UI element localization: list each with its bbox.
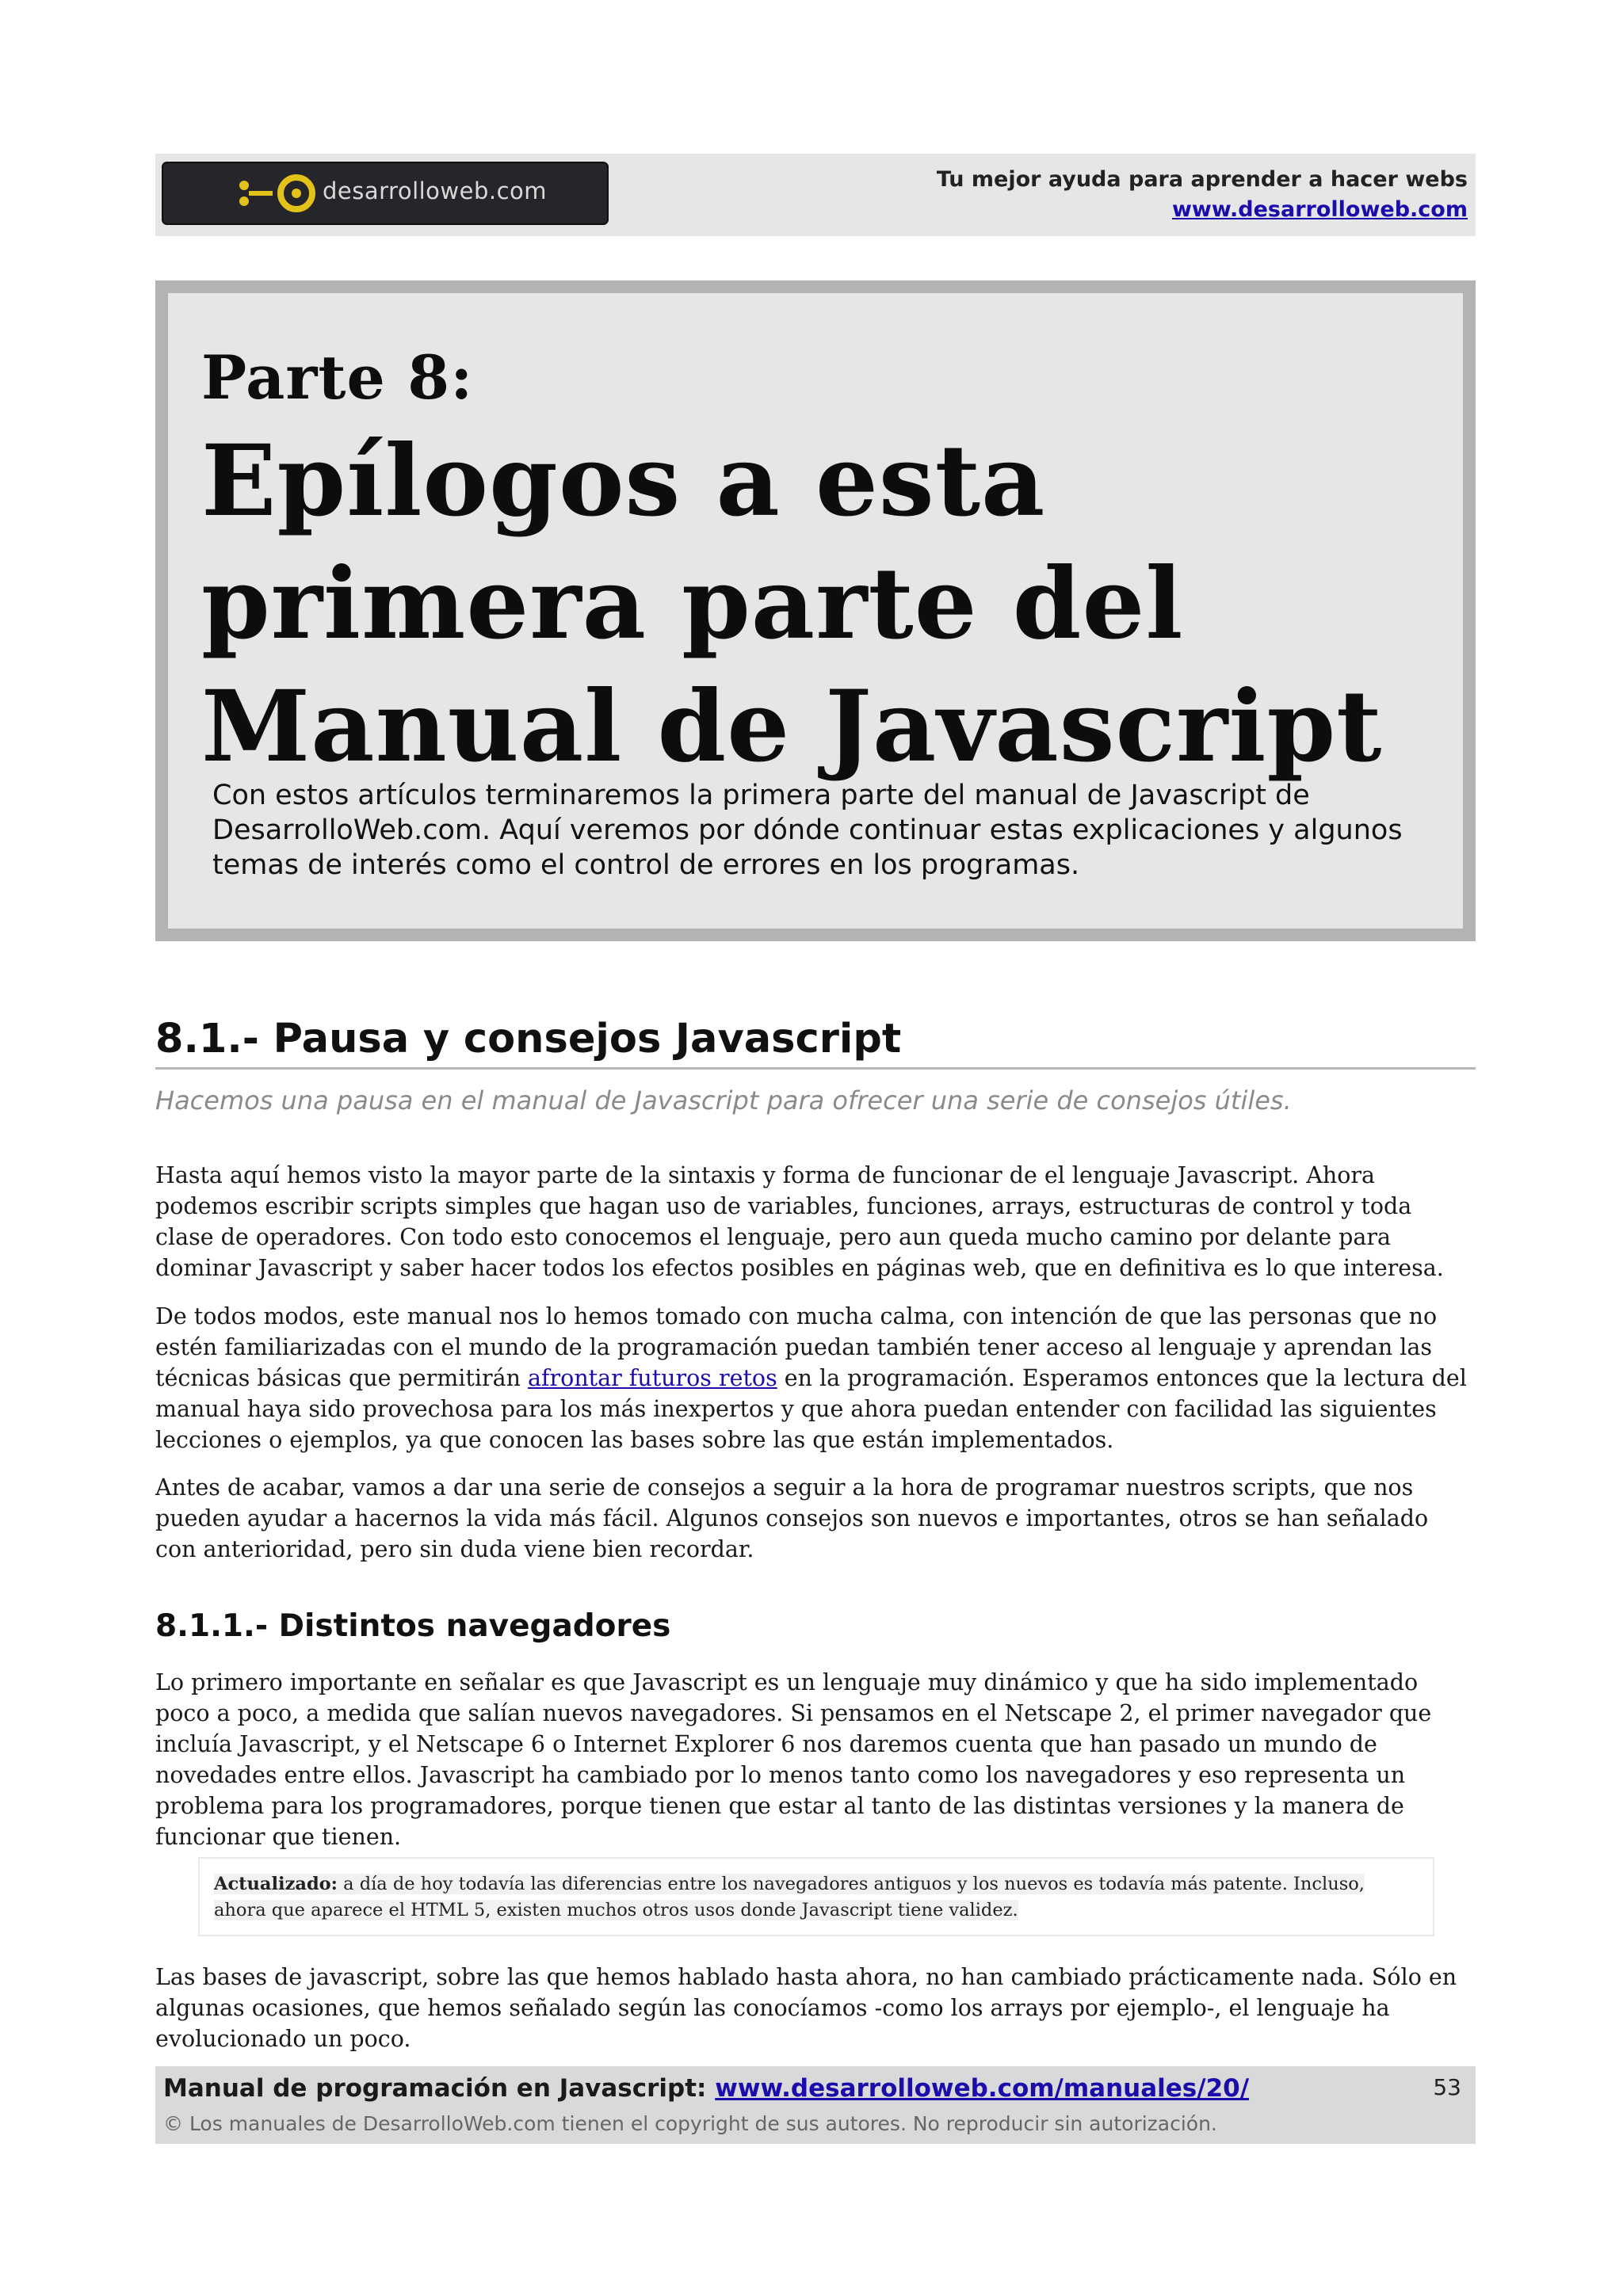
paragraph-2-start: De todos modos, este manual nos lo hemos tomado con mucha calma, con intención de que las personas que no estén familiarizadas con el mundo de la programación puedan también tener acceso al lenguaje y aprendan las técnicas básicas que permitirán (155, 1303, 1438, 1391)
site-logo[interactable] (162, 162, 609, 225)
part-description: Con estos artículos terminaremos la primera parte del manual de Javascript de DesarrolloWeb.com. Aquí veremos por dónde continuar estas explicaciones y algunos temas de interés como el control de errores en los programas. (212, 780, 1403, 881)
footer-copyright: © Los manuales de DesarrolloWeb.com tienen el copyright de sus autores. No reproducir sin autorización. (163, 2112, 1217, 2135)
paragraph-3: Antes de acabar, vamos a dar una serie de consejos a seguir a la hora de programar nuestros scripts, que nos pueden ayudar a hacernos la vida más fácil. Algunos consejos son nuevos e importantes, otros se han señalado con anterioridad, pero sin duda viene bien recordar. (155, 1474, 1429, 1562)
tagline-text: Tu mejor ayuda para aprender a hacer webs (936, 167, 1468, 192)
footer-manual-line (163, 2074, 1249, 2103)
paragraph-5: Las bases de javascript, sobre las que hemos hablado hasta ahora, no han cambiado prácticamente nada. Sólo en algunas ocasiones, que hemos señalado según las conocíamos -como los arrays por ejemplo-, el lenguaje ha evolucionado un poco. (155, 1964, 1457, 2052)
subsection-title: 8.1.1.- Distintos navegadores (155, 1608, 671, 1644)
update-note (198, 1857, 1434, 1936)
paragraph-4: Lo primero importante en señalar es que Javascript es un lenguaje muy dinámico y que ha sido implementado poco a poco, a medida que salían nuevos navegadores. Si pensamos en el Netscape 2, el primer navegador que incluía Javascript, y el Netscape 6 o Internet Explorer 6 nos daremos cuenta que han pasado un mundo de novedades entre ellos. Javascript ha cambiado por lo menos tanto como los navegadores y eso representa un problema para los programadores, porque tienen que estar al tanto de las distintas versiones y la manera de funcionar que tienen. (155, 1669, 1432, 1850)
update-note-content (214, 1874, 1365, 1920)
header-tagline (937, 165, 1468, 225)
part-label: Parte 8: (201, 342, 474, 413)
paragraph-1: Hasta aquí hemos visto la mayor parte de la sintaxis y forma de funcionar de el lenguaje Javascript. Ahora podemos escribir scripts simples que hagan uso de variables, funciones, arrays, estructuras de control y toda clase de operadores. Con todo esto conocemos el lenguaje, pero aun queda mucho camino por delante para dominar Javascript y saber hacer todos los efectos posibles en páginas web, que en definitiva es lo que interesa. (155, 1162, 1444, 1281)
site-url-link[interactable]: www.desarrolloweb.com (1171, 197, 1468, 222)
futuros-retos-link[interactable]: afrontar futuros retos (528, 1365, 777, 1391)
page-header (155, 154, 1476, 236)
update-note-label: Actualizado: (214, 1874, 338, 1894)
part-title: Epílogos a esta primera parte del Manual de Javascript (201, 424, 1383, 784)
footer-manual-link[interactable]: www.desarrolloweb.com/manuales/20/ (715, 2074, 1250, 2103)
logo-icon (235, 173, 322, 214)
page-number: 53 (1433, 2074, 1461, 2100)
section-title: 8.1.- Pausa y consejos Javascript (155, 1016, 1476, 1070)
page-footer (155, 2066, 1476, 2144)
paragraph-2 (155, 1301, 1476, 1455)
update-note-text: a día de hoy todavía las diferencias entre los navegadores antiguos y los nuevos es todavía más patente. Incluso, ahora que aparece el HTML 5, existen muchos otros usos donde Javascript tiene validez. (214, 1874, 1365, 1920)
section-subtitle: Hacemos una pausa en el manual de Javascript para ofrecer una serie de consejos útiles. (155, 1085, 1292, 1116)
footer-manual-label: Manual de programación en Javascript: (163, 2074, 716, 2103)
logo-text: desarrolloweb.com (323, 177, 548, 204)
paragraph-2-end: en la programación. Esperamos entonces que la lectura del manual haya sido provechosa para los más inexpertos y que ahora puedan entender con facilidad las siguientes lecciones o ejemplos, ya que conocen las bases sobre las que están implementados. (155, 1365, 1467, 1453)
